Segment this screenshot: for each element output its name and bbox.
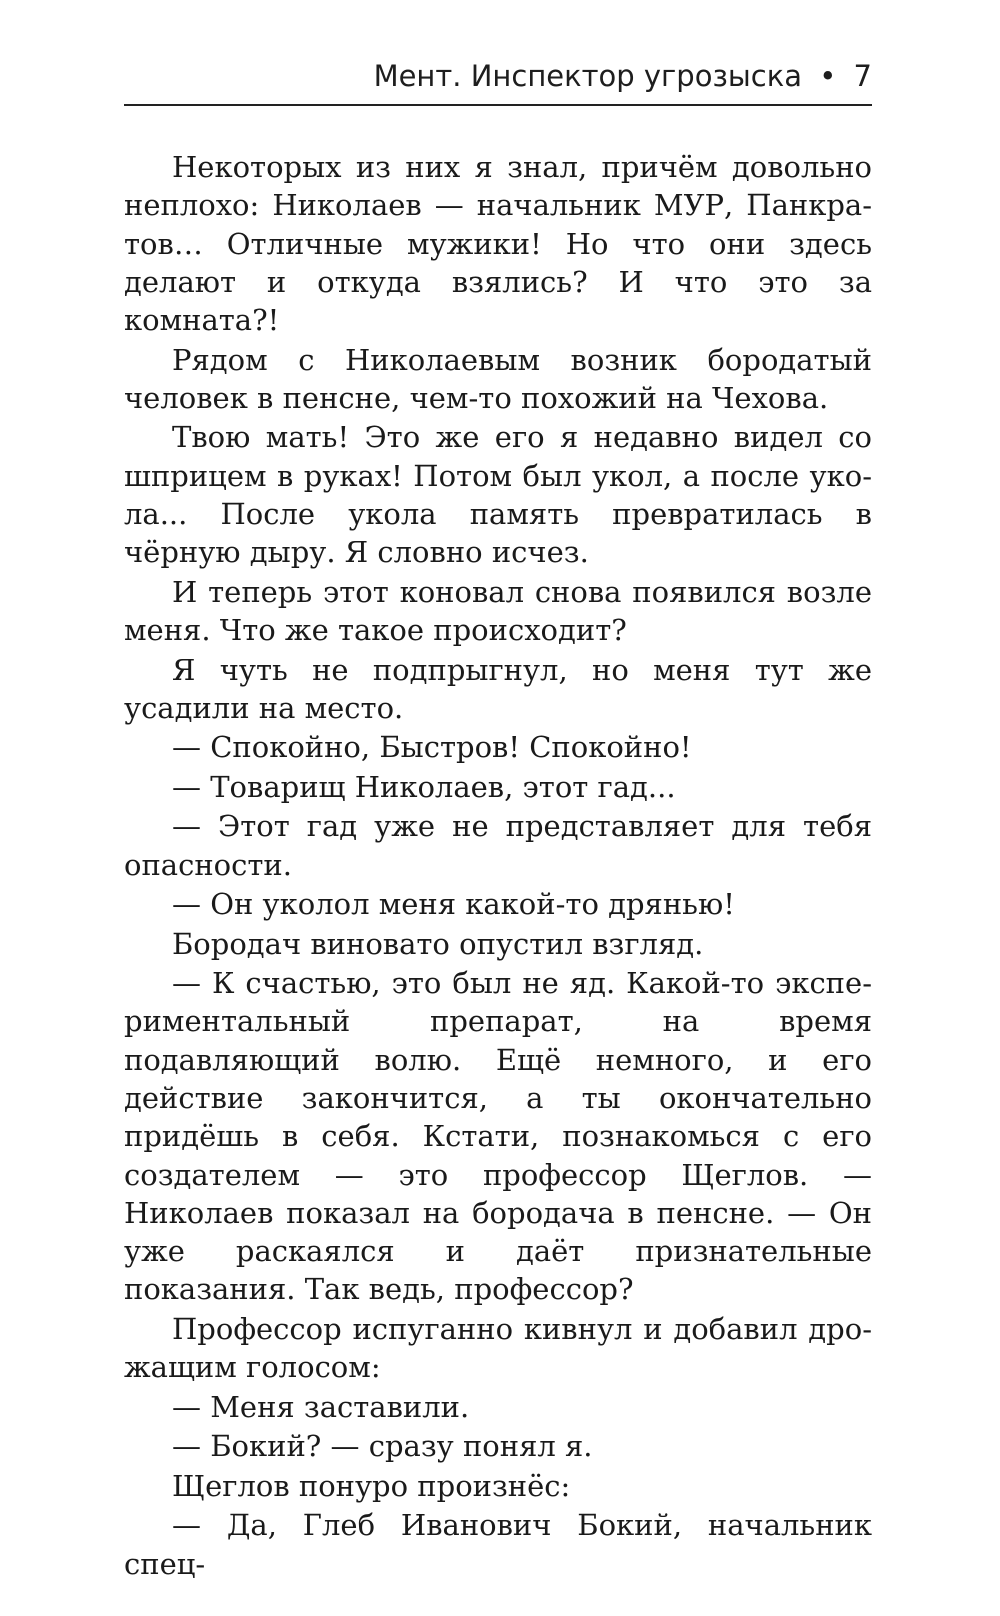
paragraph: И теперь этот коновал снова появился возле меня. Что же такое происходит? bbox=[124, 574, 872, 648]
paragraph: Рядом с Николаевым возник бородатый человек в пенсне, чем-то похожий на Чехова. bbox=[124, 342, 872, 415]
dialogue-line: — Он уколол меня какой-то дрянью! bbox=[172, 887, 735, 922]
dialogue-line: — Спокойно, Быстров! Спокойно! bbox=[172, 730, 692, 765]
paragraph: Я чуть не подпрыгнул, но меня тут же усадили на место. bbox=[124, 652, 872, 725]
dialogue-line: — Меня заставили. bbox=[172, 1389, 470, 1424]
paragraph: Твою мать! Это же его я недавно видел со шприцем в руках! Потом был укол, а после укола... После укола память превратилась в чёрную дыру. Я словно исчез. bbox=[124, 420, 872, 570]
paragraph: Бородач виновато опустил взгляд. bbox=[172, 926, 704, 961]
paragraph: Некоторых из них я знал, причём довольно неплохо: Николаев — начальник МУР, Панкратов… Отличные мужики! Но что они здесь делают и откуда взялись? И что это за комната?! bbox=[124, 150, 872, 338]
running-title: Мент. Инспектор угрозыска bbox=[373, 59, 802, 93]
running-header bbox=[124, 58, 872, 94]
dialogue-line: — Этот гад уже не представляет для тебя опасности. bbox=[124, 809, 872, 882]
dialogue-line: — Товарищ Николаев, этот гад... bbox=[172, 769, 676, 804]
page-number: 7 bbox=[853, 59, 872, 93]
dialogue-line: — Бокий? — сразу понял я. bbox=[172, 1429, 593, 1464]
paragraph: Профессор испуганно кивнул и добавил дрожащим голосом: bbox=[124, 1311, 872, 1385]
dialogue-line: — Да, Глеб Иванович Бокий, начальник спец- bbox=[124, 1508, 872, 1581]
dialogue-line: — К счастью, это был не яд. Какой-то экспериментальный препарат, на время подавляющий волю. Ещё немного, и его действие закончится, а ты окончательно придёшь в себя. Кстати, познакомься с его создателем — это профессор Щеглов. — Николаев показал на бородача в пенсне. — Он уже раскаялся и даёт признательные показания. Так ведь, профессор? bbox=[124, 966, 872, 1307]
header-divider bbox=[124, 104, 872, 106]
header-separator-bullet: • bbox=[819, 59, 837, 93]
body-text bbox=[124, 148, 872, 1583]
paragraph: Щеглов понуро произнёс: bbox=[172, 1468, 571, 1503]
